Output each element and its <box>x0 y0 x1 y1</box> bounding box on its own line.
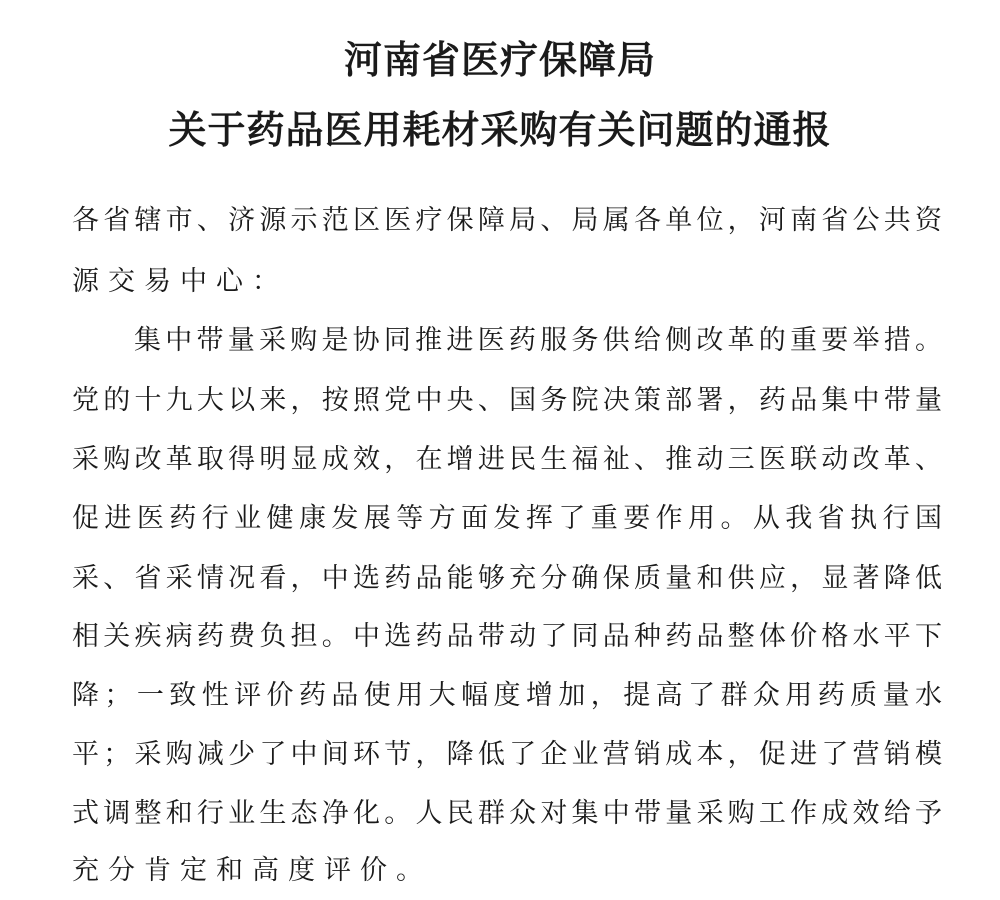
body-line-2: 源交易中心： <box>72 266 288 297</box>
body-line-4: 党的十九大以来，按照党中央、国务院决策部署，药品集中带量 <box>72 385 942 416</box>
body-line-1: 各省辖市、济源示范区医疗保障局、局属各单位，河南省公共资 <box>72 205 942 236</box>
body-line-10: 平；采购减少了中间环节，降低了企业营销成本，促进了营销模 <box>72 739 942 770</box>
body-line-3: 集中带量采购是协同推进医药服务供给侧改革的重要举措。 <box>134 325 942 356</box>
document-title-line-1: 河南省医疗保障局 <box>343 37 656 82</box>
body-line-9: 降；一致性评价药品使用大幅度增加，提高了群众用药质量水 <box>72 680 942 711</box>
body-line-7: 采、省采情况看，中选药品能够充分确保质量和供应，显著降低 <box>72 563 942 594</box>
body-line-12: 充分肯定和高度评价。 <box>72 855 432 886</box>
document-title-line-2: 关于药品医用耗材采购有关问题的通报 <box>168 107 832 152</box>
body-line-6: 促进医药行业健康发展等方面发挥了重要作用。从我省执行国 <box>72 503 942 534</box>
body-line-11: 式调整和行业生态净化。人民群众对集中带量采购工作成效给予 <box>72 798 942 829</box>
body-line-5: 采购改革取得明显成效，在增进民生福祉、推动三医联动改革、 <box>72 444 942 475</box>
body-line-8: 相关疾病药费负担。中选药品带动了同品种药品整体价格水平下 <box>72 621 942 652</box>
